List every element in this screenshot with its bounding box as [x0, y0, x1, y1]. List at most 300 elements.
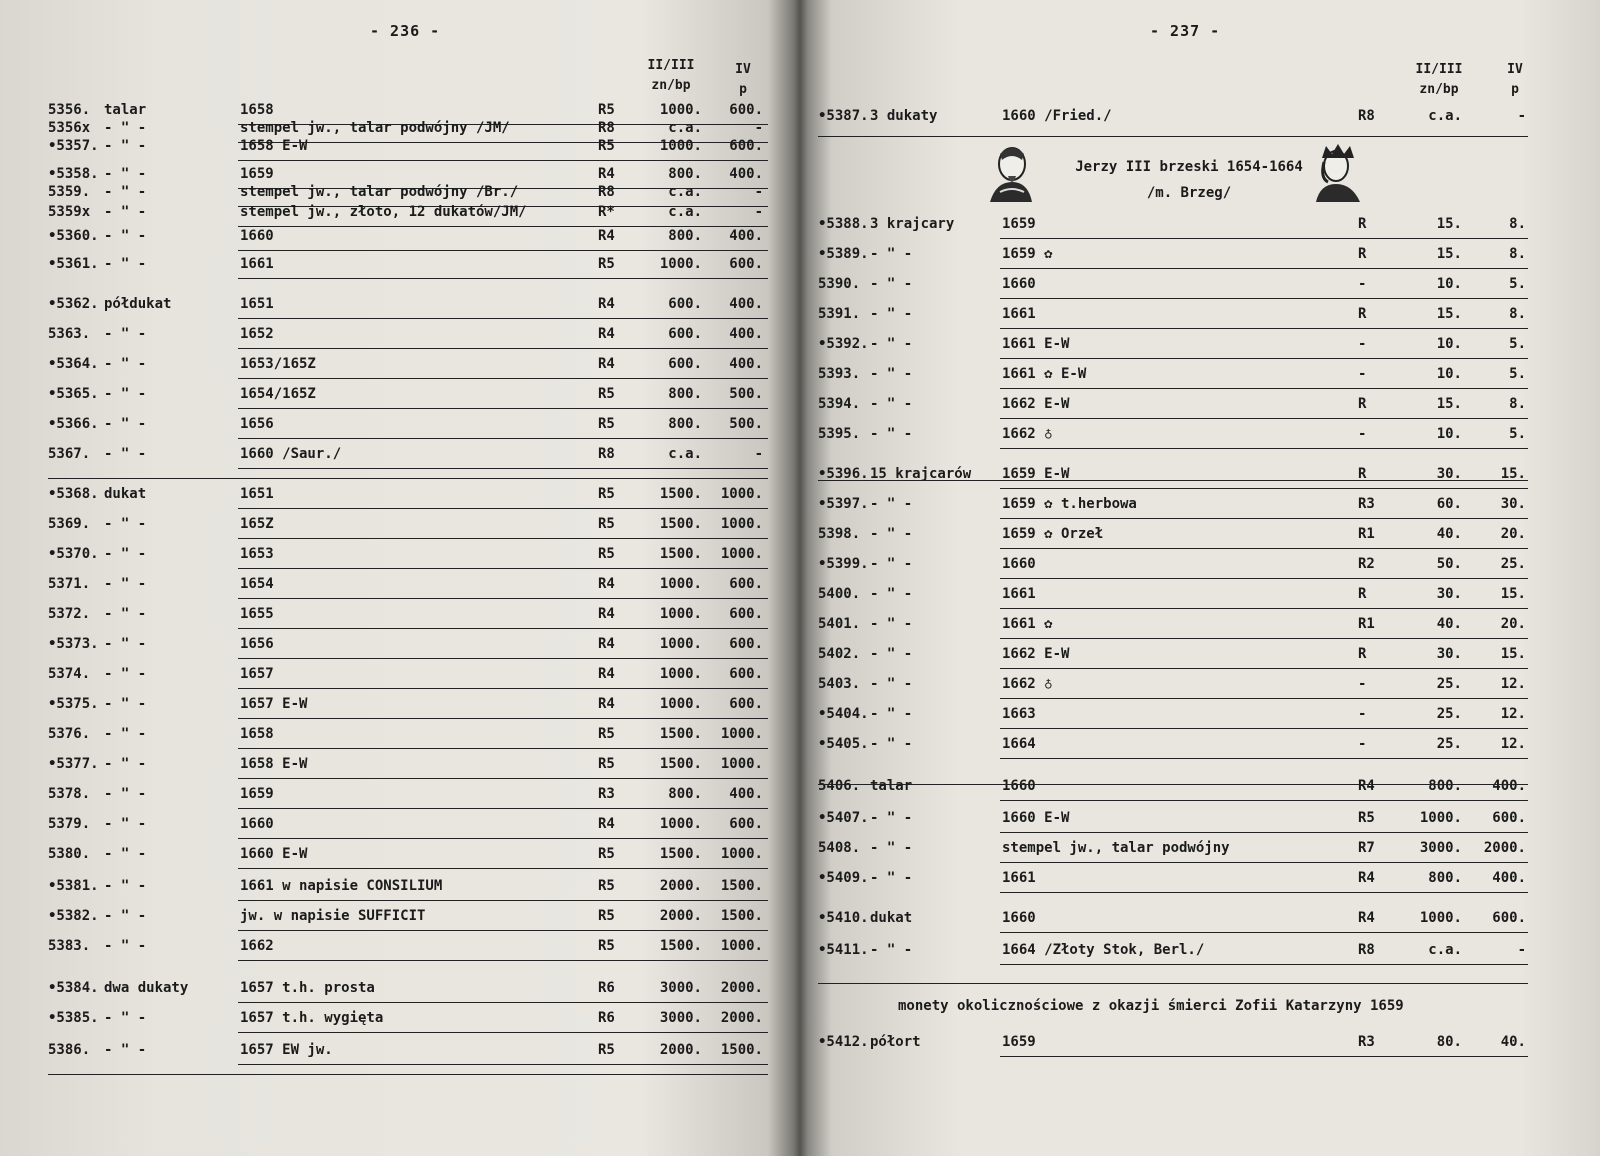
cell-nominal: - " - [104, 546, 147, 562]
cell-desc: 1661 ✿ E-W [1002, 366, 1087, 382]
cell-v2: 400. [729, 296, 763, 312]
row-underline [238, 318, 768, 319]
cell-rarity: R8 [1358, 942, 1375, 958]
cell-v1: 1500. [659, 846, 702, 862]
right-section-rule-2 [818, 784, 1528, 785]
cell-no: •5388. [818, 216, 869, 232]
cell-nominal: - " - [104, 516, 147, 532]
row-underline [1000, 862, 1528, 863]
table-row [0, 382, 790, 412]
cell-v1: 10. [1436, 426, 1462, 442]
cell-rarity: R8 [598, 120, 615, 136]
cell-v2: 20. [1500, 616, 1526, 632]
cell-desc: 1657 t.h. wygięta [240, 1010, 384, 1026]
cell-no: •5366. [48, 416, 99, 432]
cell-no: 5374. [48, 666, 91, 682]
cell-desc: 1662 [240, 938, 274, 954]
cell-v2: 400. [1492, 870, 1526, 886]
table-row [0, 292, 790, 322]
row-underline [1000, 698, 1528, 699]
cell-nominal: - " - [870, 276, 913, 292]
cell-v1: 50. [1436, 556, 1462, 572]
row-underline [1000, 800, 1528, 801]
cell-rarity: R4 [598, 296, 615, 312]
cell-no: 5403. [818, 676, 861, 692]
cell-v2: 30. [1500, 496, 1526, 512]
cell-rarity: R5 [598, 878, 615, 894]
cell-no: •5377. [48, 756, 99, 772]
cell-nominal: - " - [870, 810, 913, 826]
cell-v1: 1000. [659, 696, 702, 712]
table-row [810, 642, 1600, 672]
right-page-number: - 237 - [1150, 22, 1221, 40]
cell-nominal: - " - [104, 816, 147, 832]
cell-desc: 1661 [1002, 586, 1036, 602]
row-underline [238, 278, 768, 279]
cell-nominal: - " - [104, 756, 147, 772]
cell-v1: 800. [668, 786, 702, 802]
left-page-number: - 236 - [370, 22, 441, 40]
row-underline [238, 538, 768, 539]
cell-nominal: - " - [104, 1010, 147, 1026]
cell-v2: 1000. [720, 486, 763, 502]
cell-desc: 1659 [1002, 216, 1036, 232]
row-underline [238, 960, 768, 961]
cell-no: •5411. [818, 942, 869, 958]
cell-no: •5385. [48, 1010, 99, 1026]
cell-desc: 1660 [1002, 778, 1036, 794]
cell-desc: 1664 [1002, 736, 1036, 752]
cell-desc: 1660 [1002, 556, 1036, 572]
cell-nominal: - " - [870, 496, 913, 512]
table-row [0, 512, 790, 542]
row-underline [238, 1032, 768, 1033]
cell-v2: 600. [1492, 810, 1526, 826]
row-underline [1000, 548, 1528, 549]
cell-rarity: R* [598, 204, 615, 220]
table-row [810, 332, 1600, 362]
table-row [0, 1006, 790, 1036]
cell-v1: 25. [1436, 706, 1462, 722]
table-row [810, 242, 1600, 272]
cell-nominal: - " - [104, 386, 147, 402]
cell-desc: 1663 [1002, 706, 1036, 722]
cell-rarity: R5 [598, 908, 615, 924]
cell-v1: 25. [1436, 676, 1462, 692]
cell-nominal: - " - [104, 846, 147, 862]
cell-rarity: R5 [598, 256, 615, 272]
table-row [810, 422, 1600, 452]
cell-desc: 1657 t.h. prosta [240, 980, 375, 996]
row-underline [238, 160, 768, 161]
table-row [810, 836, 1600, 866]
table-row [0, 934, 790, 964]
cell-desc: 1660 E-W [240, 846, 308, 862]
cell-nominal: półdukat [104, 296, 172, 312]
cell-no: •5382. [48, 908, 99, 924]
cell-desc: 1664 /Złoty Stok, Berl./ [1002, 942, 1205, 958]
ruler-title: Jerzy III brzeski 1654-1664 /m. Brzeg/ [1075, 159, 1303, 201]
row-underline [1000, 758, 1528, 759]
cell-rarity: R5 [598, 138, 615, 154]
cell-rarity: R5 [598, 1042, 615, 1058]
table-row [810, 866, 1600, 896]
cell-no: 5391. [818, 306, 861, 322]
cell-desc: 1660 [1002, 910, 1036, 926]
cell-v2: 2000. [1483, 840, 1526, 856]
cell-desc: 1661 [1002, 870, 1036, 886]
cell-no: 5402. [818, 646, 861, 662]
cell-nominal: dukat [870, 910, 913, 926]
table-row [0, 412, 790, 442]
cell-no: •5381. [48, 878, 99, 894]
cell-nominal: - " - [870, 646, 913, 662]
cell-rarity: R5 [598, 846, 615, 862]
cell-rarity: - [1358, 336, 1367, 352]
table-row-5387: •5387. 3 dukaty 1660 /Fried./ R8 c.a. - [818, 108, 1526, 124]
cell-nominal: - " - [104, 726, 147, 742]
cell-v1: 600. [668, 296, 702, 312]
cell-v1: 25. [1436, 736, 1462, 752]
cell-nominal: dwa dukaty [104, 980, 189, 996]
cell-rarity: - [1358, 676, 1367, 692]
cell-rarity: R4 [598, 606, 615, 622]
cell-no: 5359. [48, 184, 91, 200]
table-row [810, 906, 1600, 936]
table-row [0, 602, 790, 632]
cell-nominal: dukat [104, 486, 147, 502]
table-row [810, 492, 1600, 522]
cell-no: 5376. [48, 726, 91, 742]
cell-no: •5375. [48, 696, 99, 712]
cell-v1: 3000. [1419, 840, 1462, 856]
cell-v1: 2000. [659, 908, 702, 924]
cell-v2: 25. [1500, 556, 1526, 572]
left-page [0, 0, 790, 1156]
cell-nominal: - " - [104, 166, 147, 182]
cell-rarity: R4 [598, 636, 615, 652]
cell-desc: 1658 [240, 726, 274, 742]
table-row [0, 442, 790, 472]
cell-v1: 30. [1436, 466, 1462, 482]
cell-rarity: R [1358, 646, 1367, 662]
cell-v1: c.a. [668, 446, 702, 462]
cell-desc: 1653/165Z [240, 356, 316, 372]
cell-rarity: R5 [598, 386, 615, 402]
row-underline [1000, 578, 1528, 579]
row-underline [1000, 358, 1528, 359]
cell-desc: 1657 [240, 666, 274, 682]
row-underline [238, 250, 768, 251]
cell-no: •5357. [48, 138, 99, 154]
cell-v1: 800. [668, 416, 702, 432]
cell-desc: 1657 EW jw. [240, 1042, 333, 1058]
cell-rarity: R6 [598, 980, 615, 996]
cell-v1: 40. [1436, 616, 1462, 632]
special-section-title: monety okolicznościowe z okazji śmierci Zofii Katarzyny 1659 [898, 998, 1404, 1014]
cell-v1: 1500. [659, 486, 702, 502]
right-page [810, 0, 1600, 1156]
table-row [810, 212, 1600, 242]
table-row [810, 362, 1600, 392]
cell-nominal: - " - [104, 666, 147, 682]
cell-desc: stempel jw., talar podwójny /Br./ [240, 184, 519, 200]
ruler-portrait-left-icon [986, 142, 1034, 204]
cell-no: •5409. [818, 870, 869, 886]
table-row [0, 252, 790, 282]
table-row [0, 782, 790, 812]
cell-no: •5373. [48, 636, 99, 652]
cell-nominal: - " - [104, 204, 147, 220]
cell-nominal: - " - [104, 138, 147, 154]
cell-desc: 1659 [240, 166, 274, 182]
cell-nominal: - " - [104, 356, 147, 372]
table-row [810, 552, 1600, 582]
cell-v1: 1000. [659, 816, 702, 832]
cell-nominal: - " - [870, 306, 913, 322]
cell-no: •5384. [48, 980, 99, 996]
cell-v1: 2000. [659, 878, 702, 894]
cell-v1: 1000. [659, 138, 702, 154]
ruler-portrait-right-icon [1314, 142, 1362, 204]
row-underline [238, 1064, 768, 1065]
cell-desc: 1656 [240, 636, 274, 652]
row-underline [1000, 448, 1528, 449]
cell-v2: 400. [729, 356, 763, 372]
cell-no: 5390. [818, 276, 861, 292]
row-underline [1000, 638, 1528, 639]
cell-nominal: - " - [104, 120, 147, 136]
cell-desc: jw. w napisie SUFFICIT [240, 908, 426, 924]
cell-desc: 1661 [1002, 306, 1036, 322]
cell-desc: 1658 E-W [240, 756, 308, 772]
cell-rarity: - [1358, 366, 1367, 382]
cell-v2: - [754, 446, 763, 462]
cell-no: 5369. [48, 516, 91, 532]
cell-nominal: - " - [870, 336, 913, 352]
table-row [0, 722, 790, 752]
cell-v2: 600. [729, 606, 763, 622]
cell-v1: 1000. [659, 576, 702, 592]
cell-no: 5372. [48, 606, 91, 622]
cell-v1: 10. [1436, 336, 1462, 352]
left-bottom-rule [48, 1074, 768, 1075]
cell-v2: 600. [729, 636, 763, 652]
cell-nominal: - " - [104, 256, 147, 272]
cell-v1: 600. [668, 356, 702, 372]
right-header-iv: IV p [1507, 62, 1523, 97]
cell-rarity: R5 [598, 756, 615, 772]
cell-rarity: R [1358, 396, 1367, 412]
cell-rarity: R3 [1358, 496, 1375, 512]
cell-v1: 800. [668, 228, 702, 244]
cell-no: 5359x [48, 204, 91, 220]
cell-rarity: R4 [598, 666, 615, 682]
cell-desc: 1659 E-W [1002, 466, 1070, 482]
row-underline [1000, 488, 1528, 489]
row-underline [238, 378, 768, 379]
row-underline [1000, 298, 1528, 299]
cell-v2: 1000. [720, 756, 763, 772]
cell-desc: 1660 /Saur./ [240, 446, 342, 462]
cell-v1: 30. [1436, 646, 1462, 662]
row-underline [1000, 1056, 1528, 1057]
cell-v1: 600. [668, 326, 702, 342]
right-top-rule [818, 136, 1528, 137]
row-underline [238, 658, 768, 659]
cell-nominal: 15 krajcarów [870, 466, 972, 482]
table-row [810, 938, 1600, 968]
table-row [810, 272, 1600, 302]
cell-v1: 1500. [659, 516, 702, 532]
cell-v1: 15. [1436, 306, 1462, 322]
cell-no: •5410. [818, 910, 869, 926]
cell-desc: stempel jw., talar podwójny /JM/ [240, 120, 510, 136]
cell-no: 5378. [48, 786, 91, 802]
cell-rarity: R [1358, 306, 1367, 322]
cell-v2: 400. [1492, 778, 1526, 794]
row-underline [238, 778, 768, 779]
cell-rarity: R7 [1358, 840, 1375, 856]
cell-no: 5363. [48, 326, 91, 342]
cell-no: 5400. [818, 586, 861, 602]
cell-desc: 1653 [240, 546, 274, 562]
cell-rarity: R4 [1358, 778, 1375, 794]
table-row [810, 806, 1600, 836]
cell-v1: 15. [1436, 216, 1462, 232]
cell-v2: 1000. [720, 546, 763, 562]
cell-nominal: - " - [870, 526, 913, 542]
cell-v2: - [754, 120, 763, 136]
cell-v2: 600. [729, 576, 763, 592]
cell-no: 5408. [818, 840, 861, 856]
cell-v2: 2000. [720, 1010, 763, 1026]
cell-no: •5370. [48, 546, 99, 562]
cell-desc: 1660 [240, 228, 274, 244]
row-underline [1000, 388, 1528, 389]
cell-v1: 1500. [659, 756, 702, 772]
cell-rarity: R [1358, 216, 1367, 232]
cell-desc: 1654 [240, 576, 274, 592]
cell-desc: 1661 w napisie CONSILIUM [240, 878, 443, 894]
cell-v2: 12. [1500, 736, 1526, 752]
row-underline [238, 838, 768, 839]
cell-no: •5361. [48, 256, 99, 272]
cell-no: •5365. [48, 386, 99, 402]
row-underline [238, 1002, 768, 1003]
cell-no: •5397. [818, 496, 869, 512]
cell-nominal: - " - [104, 446, 147, 462]
cell-v2: 1000. [720, 726, 763, 742]
table-row [0, 752, 790, 782]
cell-rarity: R4 [598, 326, 615, 342]
table-row [0, 842, 790, 872]
cell-no: •5362. [48, 296, 99, 312]
row-underline [238, 868, 768, 869]
cell-nominal: - " - [870, 676, 913, 692]
cell-v2: 600. [729, 696, 763, 712]
row-underline [1000, 892, 1528, 893]
cell-v1: 1500. [659, 726, 702, 742]
row-underline [1000, 832, 1528, 833]
cell-nominal: - " - [104, 606, 147, 622]
cell-v1: 1500. [659, 546, 702, 562]
table-row [0, 224, 790, 254]
row-underline [1000, 268, 1528, 269]
cell-v1: 10. [1436, 366, 1462, 382]
row-underline [238, 598, 768, 599]
cell-v2: - [1517, 942, 1526, 958]
cell-rarity: R [1358, 246, 1367, 262]
cell-nominal: talar [870, 778, 913, 794]
cell-nominal: - " - [104, 696, 147, 712]
cell-nominal: - " - [104, 938, 147, 954]
cell-desc: 1658 E-W [240, 138, 308, 154]
cell-desc: 1652 [240, 326, 274, 342]
cell-v2: 1000. [720, 846, 763, 862]
cell-v2: 12. [1500, 676, 1526, 692]
row-underline [238, 808, 768, 809]
cell-nominal: - " - [870, 736, 913, 752]
row-underline [1000, 328, 1528, 329]
cell-v1: 1000. [659, 606, 702, 622]
right-section-rule-1 [818, 480, 1528, 481]
cell-v2: 1500. [720, 878, 763, 894]
cell-nominal: - " - [104, 908, 147, 924]
cell-nominal: - " - [870, 366, 913, 382]
cell-v2: 600. [729, 256, 763, 272]
cell-no: 5371. [48, 576, 91, 592]
table-row [0, 572, 790, 602]
cell-rarity: R [1358, 466, 1367, 482]
cell-no: •5404. [818, 706, 869, 722]
cell-desc: 1660 E-W [1002, 810, 1070, 826]
table-row [0, 1038, 790, 1068]
table-row [810, 462, 1600, 492]
row-underline [238, 408, 768, 409]
table-row [0, 874, 790, 904]
cell-rarity: R5 [598, 416, 615, 432]
cell-nominal: - " - [870, 396, 913, 412]
cell-desc: 1662 ♁ [1002, 426, 1053, 442]
cell-v2: 5. [1509, 276, 1526, 292]
cell-v1: 3000. [659, 1010, 702, 1026]
cell-v1: c.a. [668, 184, 702, 200]
cell-v2: 12. [1500, 706, 1526, 722]
cell-v1: 800. [668, 386, 702, 402]
cell-v1: 40. [1436, 526, 1462, 542]
cell-v2: 8. [1509, 246, 1526, 262]
cell-rarity: R4 [598, 228, 615, 244]
table-row [810, 672, 1600, 702]
cell-nominal: - " - [870, 840, 913, 856]
cell-v1: c.a. [668, 204, 702, 220]
cell-v1: 1000. [659, 666, 702, 682]
cell-nominal: - " - [870, 586, 913, 602]
cell-v2: 15. [1500, 586, 1526, 602]
table-row [810, 702, 1600, 732]
cell-v1: 1000. [659, 256, 702, 272]
left-section-rule [48, 478, 768, 479]
row-underline [238, 348, 768, 349]
cell-v1: 30. [1436, 586, 1462, 602]
cell-desc: 1656 [240, 416, 274, 432]
cell-desc: stempel jw., talar podwójny [1002, 840, 1230, 856]
row-underline [238, 748, 768, 749]
right-section-rule-3 [818, 983, 1528, 984]
cell-v2: 2000. [720, 980, 763, 996]
cell-v1: c.a. [1428, 942, 1462, 958]
